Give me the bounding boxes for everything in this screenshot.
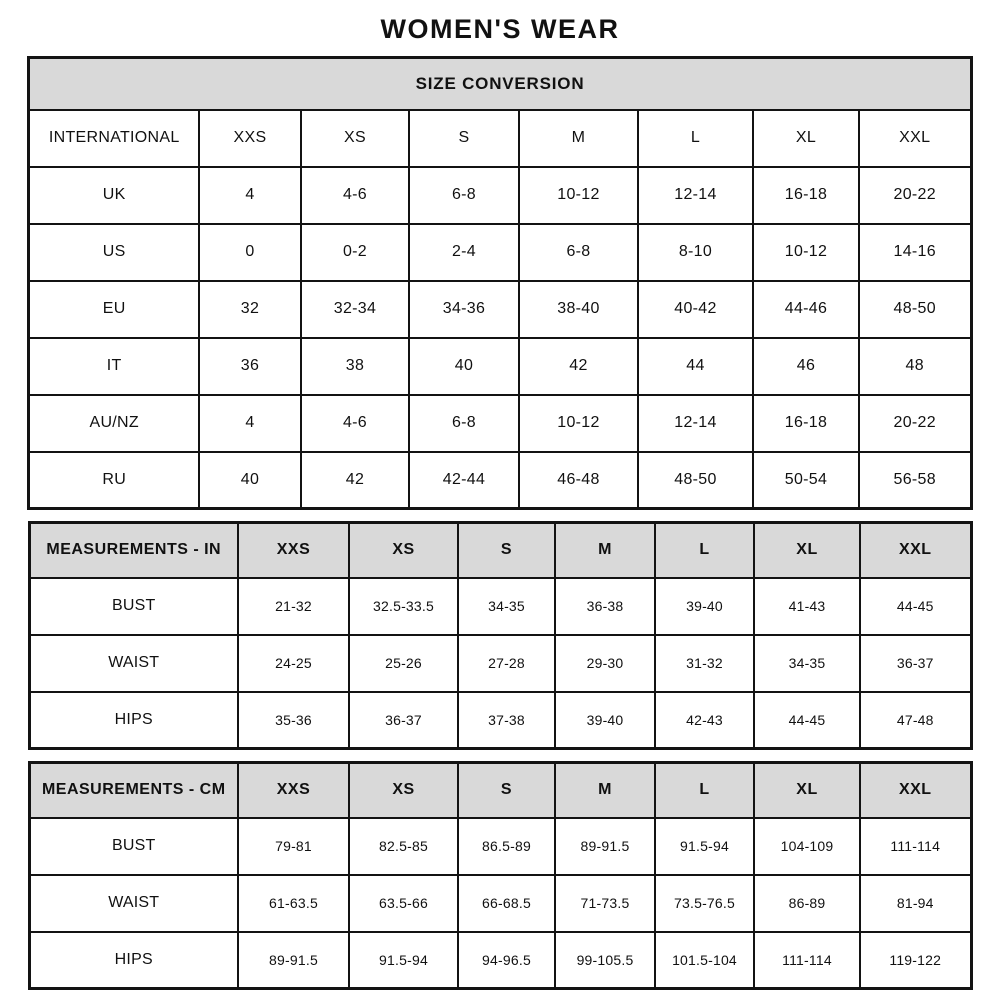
cell: 79-81: [238, 818, 349, 875]
table-row: [29, 932, 971, 989]
cell: 31-32: [655, 635, 754, 692]
cell: 14-16: [859, 224, 971, 281]
table-row: [29, 395, 971, 452]
cell: 36-37: [860, 635, 971, 692]
cell: 36-38: [555, 578, 655, 635]
row-label: HIPS: [29, 932, 238, 989]
cell: 44-46: [753, 281, 859, 338]
table-row: [29, 167, 971, 224]
size-header: M: [555, 763, 655, 818]
cell: 34-35: [754, 635, 860, 692]
cell: 36: [199, 338, 301, 395]
table-row: [29, 875, 971, 932]
cell: 2-4: [409, 224, 519, 281]
size-conversion-table: [27, 56, 972, 510]
page-title: WOMEN'S WEAR: [380, 14, 620, 44]
cell: 89-91.5: [238, 932, 349, 989]
cell: 86.5-89: [458, 818, 555, 875]
measurements-in-table: [28, 521, 973, 750]
cell: 4: [199, 167, 301, 224]
size-header: XXL: [860, 523, 971, 578]
column-header: S: [409, 110, 519, 167]
cell: 24-25: [238, 635, 349, 692]
cell: 104-109: [754, 818, 860, 875]
cell: 119-122: [860, 932, 971, 989]
cell: 0: [199, 224, 301, 281]
cell: 32-34: [301, 281, 409, 338]
size-header: XXS: [238, 523, 349, 578]
cell: 82.5-85: [349, 818, 458, 875]
table-row: [29, 818, 971, 875]
size-header: XXS: [238, 763, 349, 818]
cell: 41-43: [754, 578, 860, 635]
cell: 10-12: [519, 167, 638, 224]
cell: 40-42: [638, 281, 753, 338]
cell: 38: [301, 338, 409, 395]
measurements-in-header: MEASUREMENTS - IN: [29, 523, 238, 578]
cell: 42-43: [655, 692, 754, 749]
column-header: L: [638, 110, 753, 167]
table-section-header: [29, 58, 971, 110]
cell: 63.5-66: [349, 875, 458, 932]
cell: 29-30: [555, 635, 655, 692]
row-label: UK: [29, 167, 199, 224]
cell: 21-32: [238, 578, 349, 635]
cell: 66-68.5: [458, 875, 555, 932]
cell: 50-54: [753, 452, 859, 509]
size-header: XXL: [860, 763, 971, 818]
table-row: [29, 224, 971, 281]
cell: 35-36: [238, 692, 349, 749]
cell: 42: [519, 338, 638, 395]
cell: 101.5-104: [655, 932, 754, 989]
cell: 12-14: [638, 167, 753, 224]
table-row: [29, 635, 971, 692]
cell: 71-73.5: [555, 875, 655, 932]
cell: 48-50: [638, 452, 753, 509]
cell: 39-40: [555, 692, 655, 749]
measurements-cm-table: [28, 761, 973, 990]
cell: 42-44: [409, 452, 519, 509]
cell: 16-18: [753, 395, 859, 452]
size-header: S: [458, 763, 555, 818]
cell: 56-58: [859, 452, 971, 509]
cell: 25-26: [349, 635, 458, 692]
cell: 61-63.5: [238, 875, 349, 932]
cell: 46: [753, 338, 859, 395]
cell: 94-96.5: [458, 932, 555, 989]
row-label: BUST: [29, 578, 238, 635]
cell: 86-89: [754, 875, 860, 932]
column-header: M: [519, 110, 638, 167]
table-section-header: [29, 523, 971, 578]
column-header: XXL: [859, 110, 971, 167]
column-header: XXS: [199, 110, 301, 167]
cell: 91.5-94: [655, 818, 754, 875]
row-label: WAIST: [29, 635, 238, 692]
column-header: INTERNATIONAL: [29, 110, 199, 167]
cell: 36-37: [349, 692, 458, 749]
cell: 34-36: [409, 281, 519, 338]
size-header: S: [458, 523, 555, 578]
cell: 12-14: [638, 395, 753, 452]
cell: 10-12: [753, 224, 859, 281]
cell: 6-8: [409, 395, 519, 452]
cell: 6-8: [519, 224, 638, 281]
cell: 46-48: [519, 452, 638, 509]
cell: 0-2: [301, 224, 409, 281]
cell: 81-94: [860, 875, 971, 932]
cell: 39-40: [655, 578, 754, 635]
cell: 40: [409, 338, 519, 395]
table-section-header: [29, 763, 971, 818]
cell: 27-28: [458, 635, 555, 692]
cell: 111-114: [754, 932, 860, 989]
cell: 48: [859, 338, 971, 395]
row-label: HIPS: [29, 692, 238, 749]
row-label: IT: [29, 338, 199, 395]
cell: 99-105.5: [555, 932, 655, 989]
cell: 73.5-76.5: [655, 875, 754, 932]
cell: 16-18: [753, 167, 859, 224]
column-header: XS: [301, 110, 409, 167]
size-header: L: [655, 523, 754, 578]
row-label: EU: [29, 281, 199, 338]
cell: 44: [638, 338, 753, 395]
size-header: M: [555, 523, 655, 578]
cell: 20-22: [859, 167, 971, 224]
size-header: XL: [754, 523, 860, 578]
size-conversion-header: SIZE CONVERSION: [29, 58, 971, 110]
cell: 4: [199, 395, 301, 452]
row-label: AU/NZ: [29, 395, 199, 452]
cell: 44-45: [754, 692, 860, 749]
cell: 40: [199, 452, 301, 509]
cell: 48-50: [859, 281, 971, 338]
cell: 34-35: [458, 578, 555, 635]
size-header: L: [655, 763, 754, 818]
table-row: [29, 692, 971, 749]
size-header: XS: [349, 763, 458, 818]
cell: 10-12: [519, 395, 638, 452]
row-label: WAIST: [29, 875, 238, 932]
row-label: BUST: [29, 818, 238, 875]
column-header-row: [29, 110, 971, 167]
measurements-cm-header: MEASUREMENTS - CM: [29, 763, 238, 818]
cell: 4-6: [301, 167, 409, 224]
table-row: [29, 452, 971, 509]
table-row: [29, 578, 971, 635]
cell: 32.5-33.5: [349, 578, 458, 635]
size-header: XS: [349, 523, 458, 578]
cell: 111-114: [860, 818, 971, 875]
cell: 4-6: [301, 395, 409, 452]
table-row: [29, 281, 971, 338]
row-label: US: [29, 224, 199, 281]
cell: 6-8: [409, 167, 519, 224]
cell: 89-91.5: [555, 818, 655, 875]
cell: 8-10: [638, 224, 753, 281]
cell: 32: [199, 281, 301, 338]
cell: 91.5-94: [349, 932, 458, 989]
cell: 38-40: [519, 281, 638, 338]
column-header: XL: [753, 110, 859, 167]
table-row: [29, 338, 971, 395]
row-label: RU: [29, 452, 199, 509]
cell: 42: [301, 452, 409, 509]
cell: 37-38: [458, 692, 555, 749]
size-header: XL: [754, 763, 860, 818]
cell: 44-45: [860, 578, 971, 635]
cell: 47-48: [860, 692, 971, 749]
cell: 20-22: [859, 395, 971, 452]
